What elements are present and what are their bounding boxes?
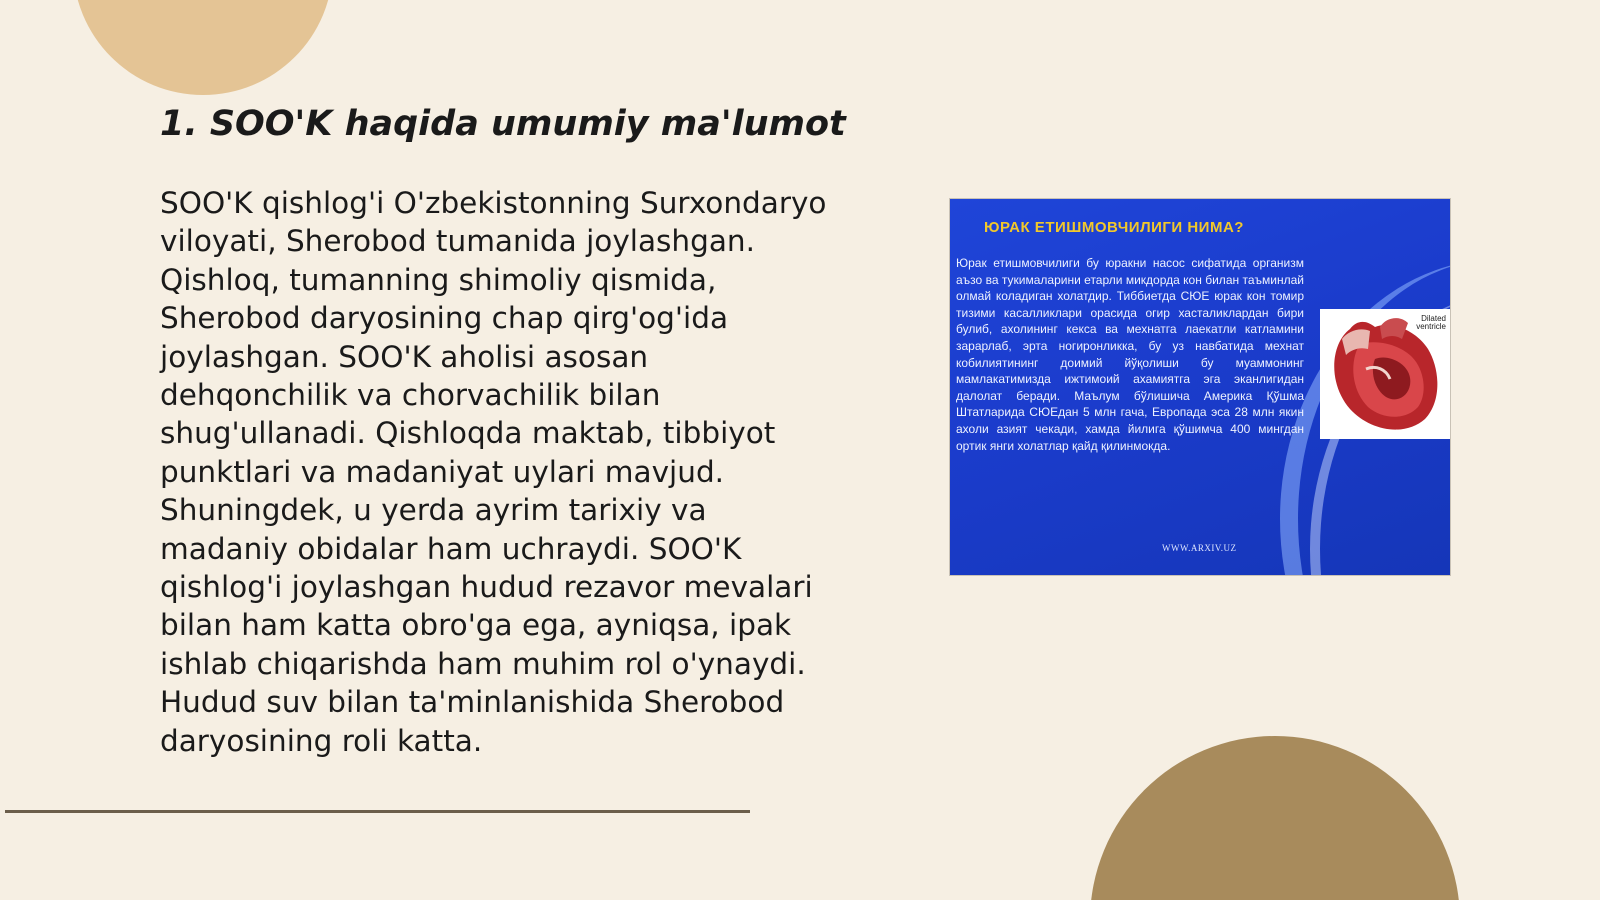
- embedded-image-footer: WWW.ARXIV.UZ: [1162, 543, 1237, 553]
- decorative-circle-top: [73, 0, 333, 95]
- slide-body-text: SOO'K qishlog'i O'zbekistonning Surxondaryo viloyati, Sherobod tumanida joylashgan. Qishloq, tumanning shimoliy qismida, Sherobod daryosining chap qirg'og'ida joylashgan. SOO'K aholisi asosan dehqonchilik va chorvachilik bilan shug'ullanadi. Qishloqda maktab, tibbiyot punktlari va madaniyat uylari mavjud. Shuningdek, u yerda ayrim tarixiy va madaniy obidalar ham uchraydi. SOO'K qishlog'i joylashgan hudud rezavor mevalari bilan ham katta obro'ga ega, ayniqsa, ipak ishlab chiqarishda ham muhim rol o'ynaydi. Hudud suv bilan ta'minlanishida Sherobod daryosining roli katta.: [160, 186, 827, 758]
- divider-line: [5, 810, 750, 813]
- decorative-circle-bottom: [1090, 736, 1460, 900]
- embedded-image-title: ЮРАК ЕТИШМОВЧИЛИГИ НИМА?: [984, 219, 1244, 236]
- embedded-slide-image: [950, 199, 1450, 575]
- heart-illustration: [1320, 309, 1450, 439]
- embedded-image-text: Юрак етишмовчилиги бу юракни насос сифатида организм аъзо ва тукималарини етарли микдорда кон билан таъминлай олмай коладиган холатдир. Тиббиетда СЮЕ юрак кон томир тизими касалликлари орасида огир хасталиклардан бири булиб, ахолининг кекса ва мехнатга лаекатли катламини зарарлаб, эрта ногиронликка, бу уз навбатида мехнат кобилиятининг доимий йўқолиши бу муаммонинг мамлакатимизда ижтимоий ахамиятга эга эканлигидан далолат беради. Маълум бўлишича Америка Қўшма Штатларида СЮЕдан 5 млн гача, Европада эса 28 млн якин ахоли азият чекади, хамда йилига қўшимча 400 мингдан ортик янги холатлар қайд қилинмокда.: [956, 256, 1304, 453]
- slide-title: 1. SOO'K haqida umumiy ma'lumot: [160, 104, 846, 144]
- heart-label: Dilated ventricle: [1416, 314, 1446, 331]
